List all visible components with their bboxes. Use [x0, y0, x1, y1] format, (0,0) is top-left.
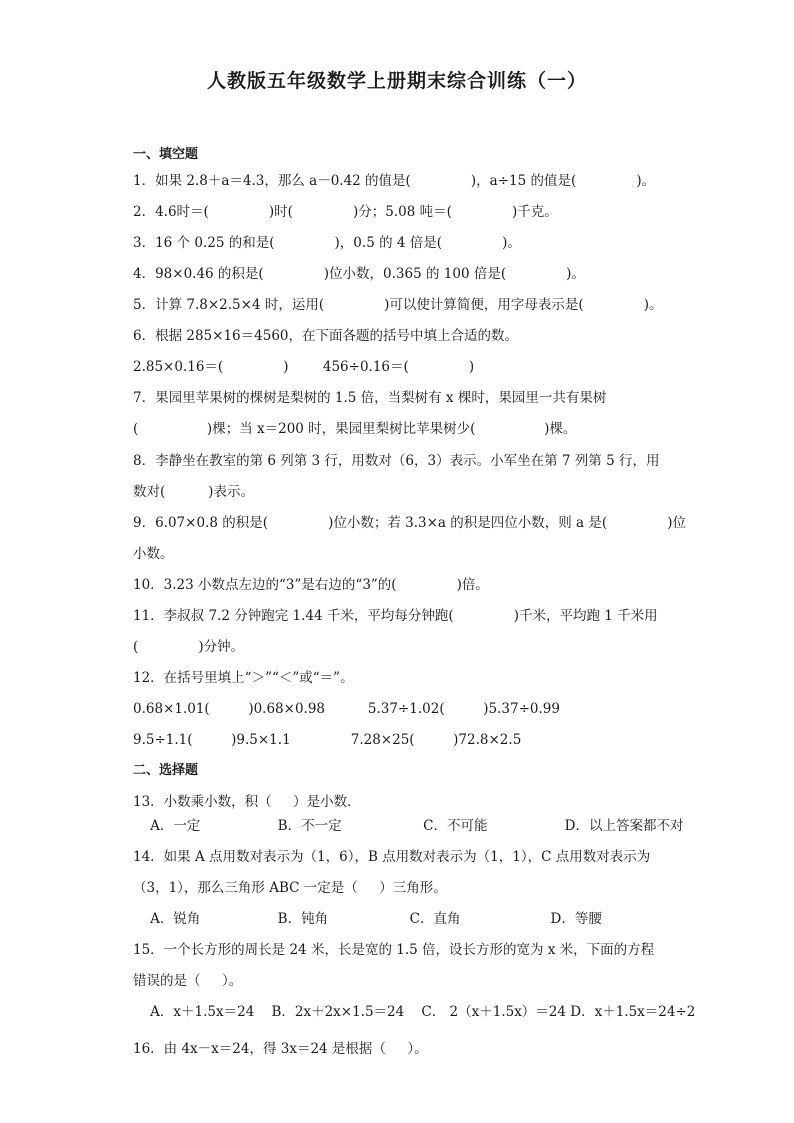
question-line: 14．如果 A 点用数对表示为（1，6），B 点用数对表示为（1，1），C 点用数对表示为 — [133, 849, 651, 865]
question-line: ( )分钟。 — [133, 639, 245, 655]
question-line: ( )棵；当 x＝200 时，果园里梨树比苹果树少( )棵。 — [133, 421, 577, 437]
question-line: 12．在括号里填上“＞”“＜”或“＝”。 — [133, 670, 354, 686]
question-line: 9.5÷1.1( )9.5×1.1 7.28×25( )72.8×2.5 — [133, 732, 522, 748]
question-line: 7．果园里苹果树的棵树是梨树的 1.5 倍，当梨树有 x 棵时，果园里一共有果树 — [133, 390, 607, 406]
question-line: 8．李静坐在教室的第 6 列第 3 行，用数对（6，3）表示。小军坐在第 7 列第 5 行，用 — [133, 453, 660, 469]
question-line: 1．如果 2.8＋a＝4.3，那么 a－0.42 的值是( )，a÷15 的值是( )。 — [133, 173, 656, 189]
question-line: （3，1），那么三角形 ABC 一定是（ ）三角形。 — [133, 880, 447, 896]
question-line: 小数。 — [133, 546, 174, 562]
question-line: 9．6.07×0.8 的积是( )位小数；若 3.3×a 的积是四位小数，则 a 是( )位 — [133, 515, 686, 531]
section-heading: 二、选择题 — [133, 763, 199, 778]
question-line: 错误的是（ ）。 — [133, 973, 243, 989]
question-line: 2．4.6时＝( )时( )分；5.08 吨＝( )千克。 — [133, 204, 558, 220]
question-line: A．一定 B．不一定 C．不可能 D．以上答案都不对 — [133, 818, 684, 834]
question-line: 16．由 4x－x＝24，得 3x＝24 是根据（ ）。 — [133, 1041, 428, 1057]
question-line: 2.85×0.16＝( ) 456÷0.16＝( ) — [133, 359, 475, 375]
question-line: A．x＋1.5x＝24 B．2x＋2x×1.5＝24 C． 2（x＋1.5x）＝24 D．x＋1.5x＝24÷2 — [133, 1004, 696, 1020]
question-line: 6．根据 285×16＝4560，在下面各题的括号中填上合适的数。 — [133, 328, 518, 344]
question-line: 5．计算 7.8×2.5×4 时，运用( )可以使计算简便，用字母表示是( )。 — [133, 297, 663, 313]
question-line: 13．小数乘小数，积（ ）是小数． — [133, 794, 361, 810]
page-title: 人教版五年级数学上册期末综合训练（一） — [206, 70, 587, 92]
question-line: 4．98×0.46 的积是( )位小数，0.365 的 100 倍是( )。 — [133, 266, 585, 282]
question-line: 15．一个长方形的周长是 24 米，长是宽的 1.5 倍，设长方形的宽为 x 米，下面的方程 — [133, 942, 655, 958]
question-line: 0.68×1.01( )0.68×0.98 5.37÷1.02( )5.37÷0.99 — [133, 701, 560, 717]
question-line: 11．李叔叔 7.2 分钟跑完 1.44 千米，平均每分钟跑( )千米，平均跑 1 千米用 — [133, 608, 658, 624]
question-line: 数对( )表示。 — [133, 484, 254, 500]
question-line: 10．3.23 小数点左边的“3”是右边的“3”的( )倍。 — [133, 577, 489, 593]
question-line: 3．16 个 0.25 的和是( )，0.5 的 4 倍是( )。 — [133, 235, 521, 251]
question-line: A．锐角 B．钝角 C．直角 D．等腰 — [133, 911, 602, 927]
section-heading: 一、填空题 — [133, 147, 199, 162]
